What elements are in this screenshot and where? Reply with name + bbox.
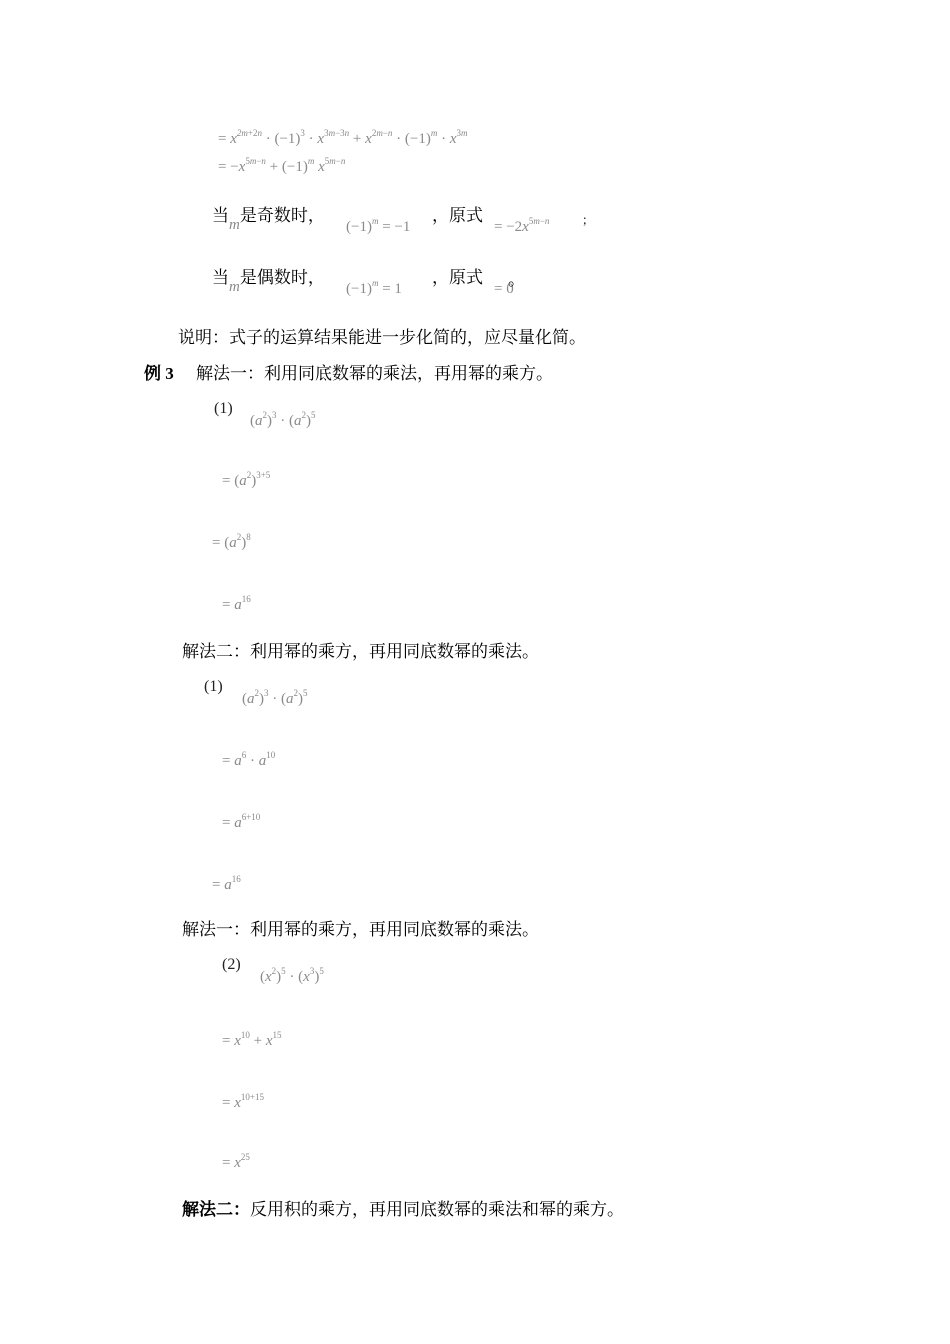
method2b-title xyxy=(182,1200,624,1220)
part1b-label: (1) xyxy=(204,678,223,695)
equation-line-1: = $x^{2m+2n} \cdot (-1)^3 \cdot x^{3m-3n} + x^{2m-n} \cdot (-1)^m \cdot x^{3m}$ xyxy=(218,128,468,147)
case-odd-line: 当m是奇数时， xyxy=(212,206,325,233)
method1b-title: 解法一：利用幂的乘方，再用同底数幂的乘法。 xyxy=(182,920,539,940)
m3-step3: = $x^{25}$ xyxy=(222,1152,250,1171)
note-text: 说明：式子的运算结果能进一步化简的，应尽量化简。 xyxy=(178,328,586,348)
m3-step2: = $x^{10+15}$ xyxy=(222,1092,264,1111)
m2-step3: = $a^{16}$ xyxy=(212,874,241,893)
method1-title: 解法一：利用同底数幂的乘法，再用幂的乘方。 xyxy=(196,364,553,384)
case-odd-condition: $(-1)^m = -1$ xyxy=(346,216,411,235)
m1-step0: $(a^2)^3 \cdot (a^2)^5$ xyxy=(250,410,316,429)
example-label: 例 3 xyxy=(144,364,174,383)
case-even-line: 当m是偶数时， xyxy=(212,268,325,295)
method2b-title-bold: 解法二： xyxy=(182,1200,250,1220)
m1-step3: = $a^{16}$ xyxy=(222,594,251,613)
equation-line-2: = $-x^{5m-n} + (-1)^m$ $x^{5m-n}$ xyxy=(218,156,346,175)
m1-step2: = $(a^2)^8$ xyxy=(212,532,251,551)
m3-step1: = $x^{10} + x^{15}$ xyxy=(222,1030,282,1049)
m1-step1: = $(a^2)^{3+5}$ xyxy=(222,470,271,489)
case-odd-sep: ，原式 xyxy=(432,206,483,226)
case-even-sep: ，原式 xyxy=(432,268,483,288)
case-even-result: = 0 xyxy=(494,281,514,297)
case-even-end: 。 xyxy=(508,270,525,290)
m3-step0: $(x^2)^5 \cdot (x^3)^5$ xyxy=(260,966,324,985)
part1-label: (1) xyxy=(214,400,233,417)
case-odd-end: ； xyxy=(582,213,595,227)
m2-step2: = $a^{6+10}$ xyxy=(222,812,261,831)
case-odd-var: m xyxy=(229,217,240,233)
case-odd-result: = $-2x^{5m-n}$ xyxy=(494,216,550,235)
method2-title: 解法二：利用幂的乘方，再用同底数幂的乘法。 xyxy=(182,642,539,662)
method2b-title-rest: 反用积的乘方，再用同底数幂的乘法和幂的乘方。 xyxy=(250,1200,624,1220)
part2-label: (2) xyxy=(222,956,241,973)
case-even-var: m xyxy=(229,279,240,295)
case-even-condition: $(-1)^m = 1$ xyxy=(346,278,402,297)
m2-step0: $(a^2)^3 \cdot (a^2)^5$ xyxy=(242,688,308,707)
m2-step1: = $a^6 \cdot a^{10}$ xyxy=(222,750,276,769)
